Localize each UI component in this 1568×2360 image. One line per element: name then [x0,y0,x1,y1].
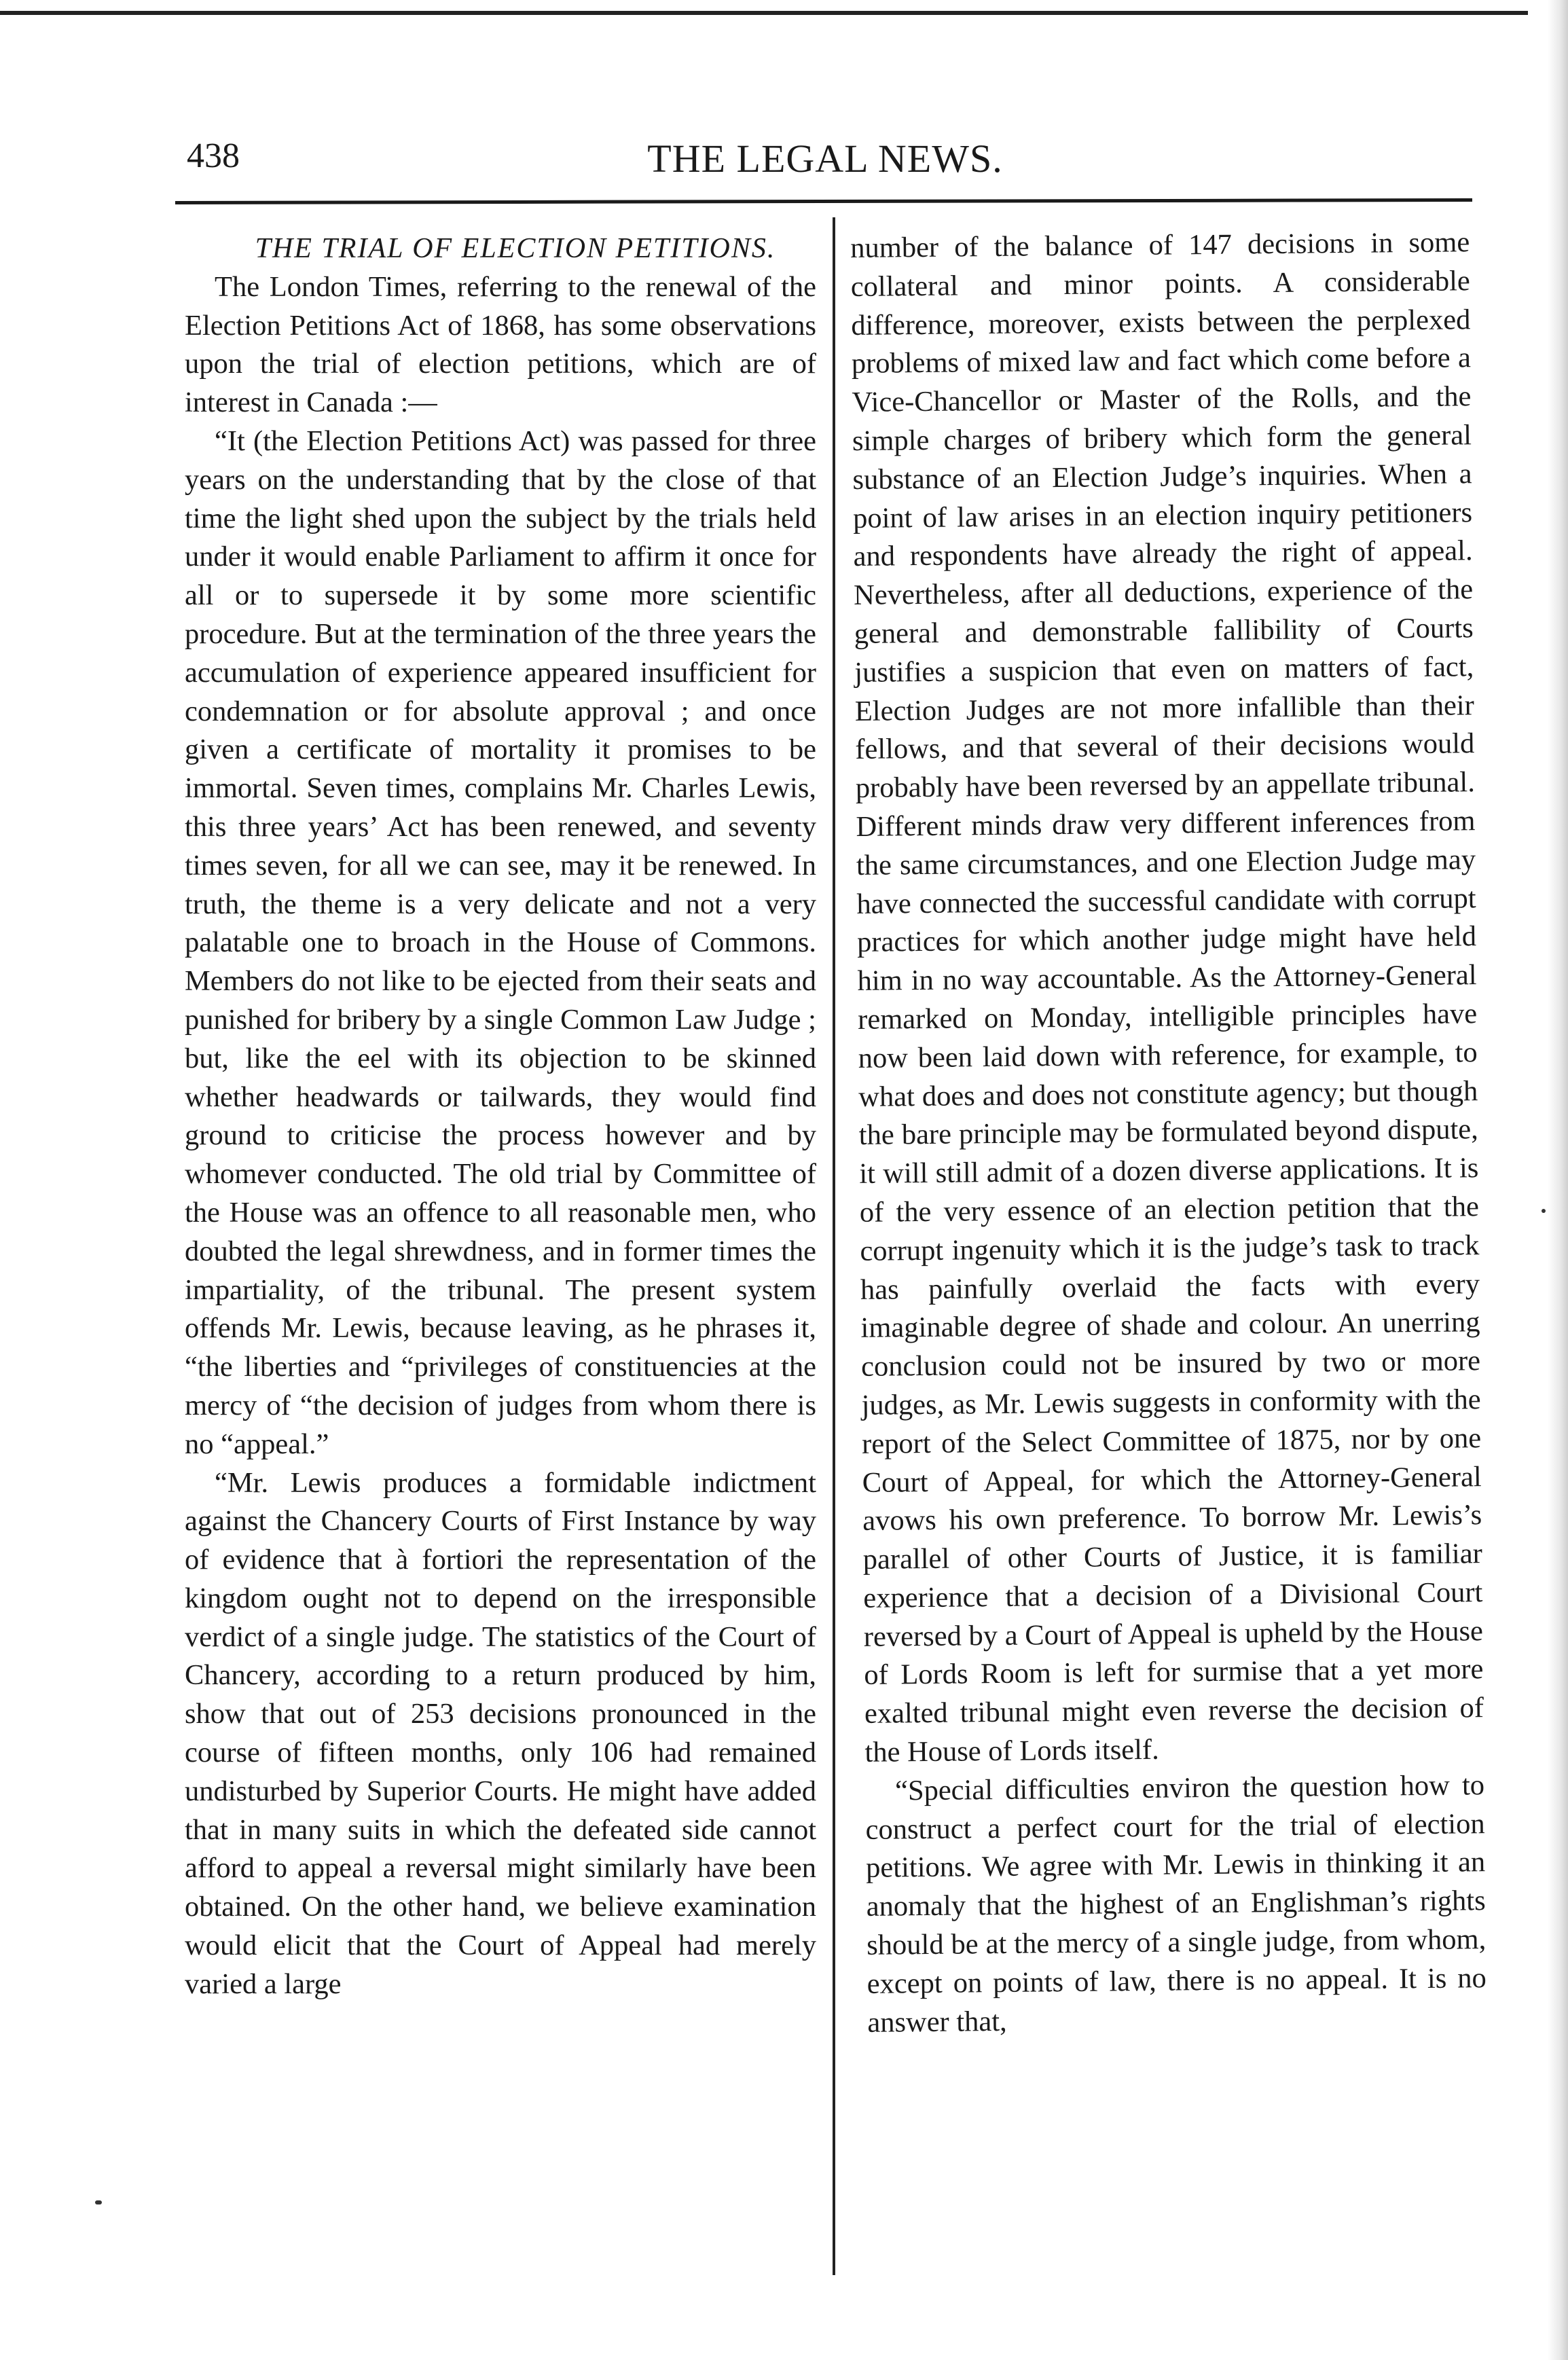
article-title: THE TRIAL OF ELECTION PETITIONS. [255,233,776,264]
paragraph: “It (the Election Petitions Act) was passed for three years on the understanding that by the close of that time the light shed upon the subject by the trials held under it would enable Parliament to affirm it once for all or to supersede it by some more scientific procedure. But at the termination of the three years the accumulation of experience appeared insufficient for condemnation or for absolute approval ; and once given a certificate of mortality it promises to be immortal. Seven times, complains Mr. Charles Lewis, this three years’ Act has been renewed, and seventy times seven, for all we can see, may it be renewed. In truth, the theme is a very delicate and not a very palatable one to broach in the House of Commons. Members do not like to be ejected from their seats and punished for bribery by a single Common Law Judge ; but, like the eel with its objection to be skinned whether headwards or tailwards, they would find ground to criticise the process however and by whomever conducted. The old trial by Committee of the House was an offence to all reasonable men, who doubted the legal shrewdness, and in former times the impartiality, of the tribunal. The present system offends Mr. Lewis, because leaving, as he phrases it, “the liberties and “privileges of constituencies at the mercy of “the decision of judges from whom there is no “appeal.” [185,424,816,1460]
paragraph-continued: number of the balance of 147 decisions in some collateral and minor points. A considerable difference, moreover, exists between the perplexed problems of mixed law and fact which come before a Vice-Chancellor or Master of the Rolls, and the simple charges of bribery which form the general substance of an Election Judge’s inquiries. When a point of law arises in an election inquiry petitioners and respondents have already the right of appeal. Nevertheless, after all deductions, experience of the general and demonstrable fallibility of Courts justifies a suspicion that even on matters of fact, Election Judges are not more infallible than their fellows, and that several of their decisions would probably have been reversed by an appellate tribunal. Different minds draw very different inferences from the same circumstances, and one Election Judge may have connected the successful candidate with corrupt practices for which another judge might have held him in no way accountable. As the Attorney-General remarked on Monday, intelligible principles have now been laid down with reference, for example, to what does and does not constitute agency; but though the bare principle may be formulated beyond dispute, it will still admit of a dozen diverse applications. It is of the very essence of an election petition that the corrupt ingenuity which it is the judge’s task to track has painfully overlaid the facts with every imaginable degree of shade and colour. An unerring conclusion could not be insured by two or more judges, as Mr. Lewis suggests in conformity with the report of the Select Committee of 1875, nor by one Court of Appeal, for which the Attorney-General avows his own preference. To borrow Mr. Lewis’s parallel of other Courts of Justice, it is familiar experience that a decision of a Divisional Court reversed by a Court of Appeal is upheld by the House of Lords Room is left for surmise that a yet more exalted tribunal might even reverse the decision of the House of Lords itself. [850,226,1484,1768]
scan-speck [1542,1209,1546,1213]
scan-speck [95,2200,102,2204]
column-divider [833,217,835,2275]
paragraph: The London Times, referring to the renewal of the Election Petitions Act of 1868, has some observations upon the trial of election petitions, which are of interest in Canada :— [185,270,816,419]
scan-edge-shadow [1548,0,1568,2360]
page-header [187,136,1463,190]
left-column [185,230,816,2004]
top-border-rule [0,11,1528,15]
right-column [850,223,1487,2042]
header-rule [175,198,1472,204]
running-title: THE LEGAL NEWS. [647,137,1003,181]
paragraph: “Special difficulties environ the question how to construct a perfect court for the trial of election petitions. We agree with Mr. Lewis in thinking it an anomaly that the highest of an Englishman’s rights should be at the mercy of a single judge, from whom, except on points of law, there is no appeal. It is no answer that, [865,1769,1487,2039]
paragraph: “Mr. Lewis produces a formidable indictment against the Chancery Courts of First Instance by way of evidence that à fortiori the representation of the kingdom ought not to depend on the irresponsible verdict of a single judge. The statistics of the Court of Chancery, according to a return produced by him, show that out of 253 decisions pronounced in the course of fifteen months, only 106 had remained undisturbed by Superior Courts. He might have added that in many suits in which the defeated side cannot afford to appeal a reversal might similarly have been obtained. On the other hand, we believe examination would elicit that the Court of Appeal had merely varied a large [185,1466,816,2000]
page-number: 438 [187,137,240,175]
